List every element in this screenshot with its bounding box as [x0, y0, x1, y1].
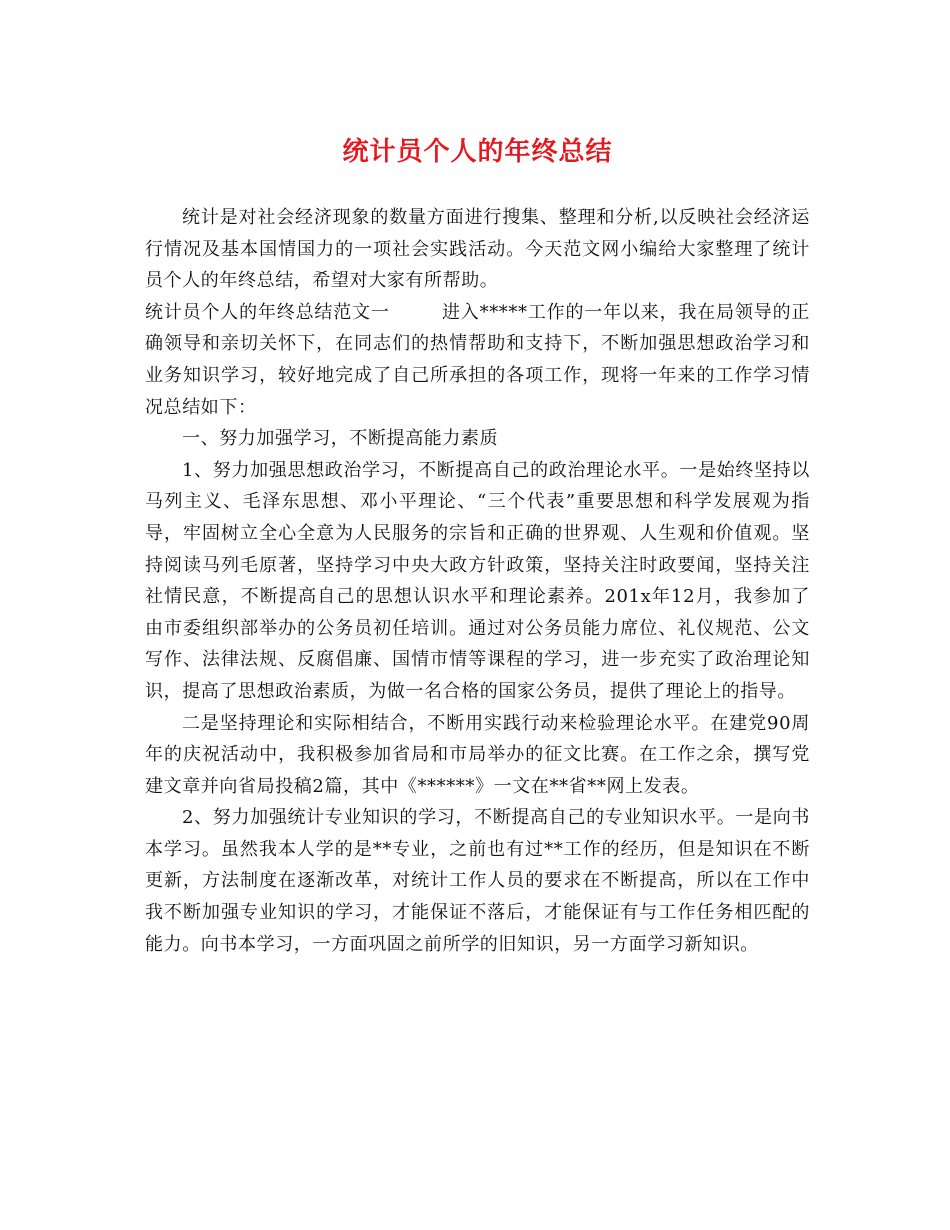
section-heading-1: 一、努力加强学习，不断提高能力素质 [182, 428, 499, 450]
sample-paragraph-text: 进入*****工作的一年以来，我在局领导的正确领导和亲切关怀下，在同志们的热情帮助和支持下，不断加强思想政治学习和业务知识学习，较好地完成了自己所承担的各项工作，现将一年来的工作学习情况总结如下： [145, 301, 810, 418]
item-1-b-paragraph: 二是坚持理论和实际相结合，不断用实践行动来检验理论水平。在建党90周年的庆祝活动中，我积极参加省局和市局举办的征文比赛。在工作之余，撰写党建文章并向省局投稿2篇，其中《******》一文在**省**网上发表。 [145, 712, 810, 797]
sample-heading: 统计员个人的年终总结范文一 [145, 301, 390, 323]
document-title: 统计员个人的年终总结 [342, 137, 613, 167]
item-1-paragraph: 1、努力加强思想政治学习，不断提高自己的政治理论水平。一是始终坚持以马列主义、毛泽东思想、邓小平理论、“三个代表”重要思想和科学发展观为指导，牢固树立全心全意为人民服务的宗旨和正确的世界观、人生观和价值观。坚持阅读马列毛原著，坚持学习中央大政方针政策，坚持关注时政要闻，坚持关注社情民意，不断提高自己的思想认识水平和理论素养。201x年12月，我参加了由市委组织部举办的公务员初任培训。通过对公务员能力席位、礼仪规范、公文写作、法律法规、反腐倡廉、国情市情等课程的学习，进一步充实了政治理论知识，提高了思想政治素质，为做一名合格的国家公务员，提供了理论上的指导。 [145, 459, 810, 702]
intro-paragraph: 统计是对社会经济现象的数量方面进行搜集、整理和分析,以反映社会经济运行情况及基本国情国力的一项社会实践活动。今天范文网小编给大家整理了统计员个人的年终总结，希望对大家有所帮助。 [145, 207, 810, 292]
document-body [145, 202, 810, 960]
sample-paragraph [145, 297, 810, 423]
item-2-paragraph: 2、努力加强统计专业知识的学习，不断提高自己的专业知识水平。一是向书本学习。虽然我本人学的是**专业，之前也有过**工作的经历，但是知识在不断更新，方法制度在逐渐改革，对统计工作人员的要求在不断提高，所以在工作中我不断加强专业知识的学习，才能保证不落后，才能保证有与工作任务相匹配的能力。向书本学习，一方面巩固之前所学的旧知识，另一方面学习新知识。 [145, 807, 810, 955]
